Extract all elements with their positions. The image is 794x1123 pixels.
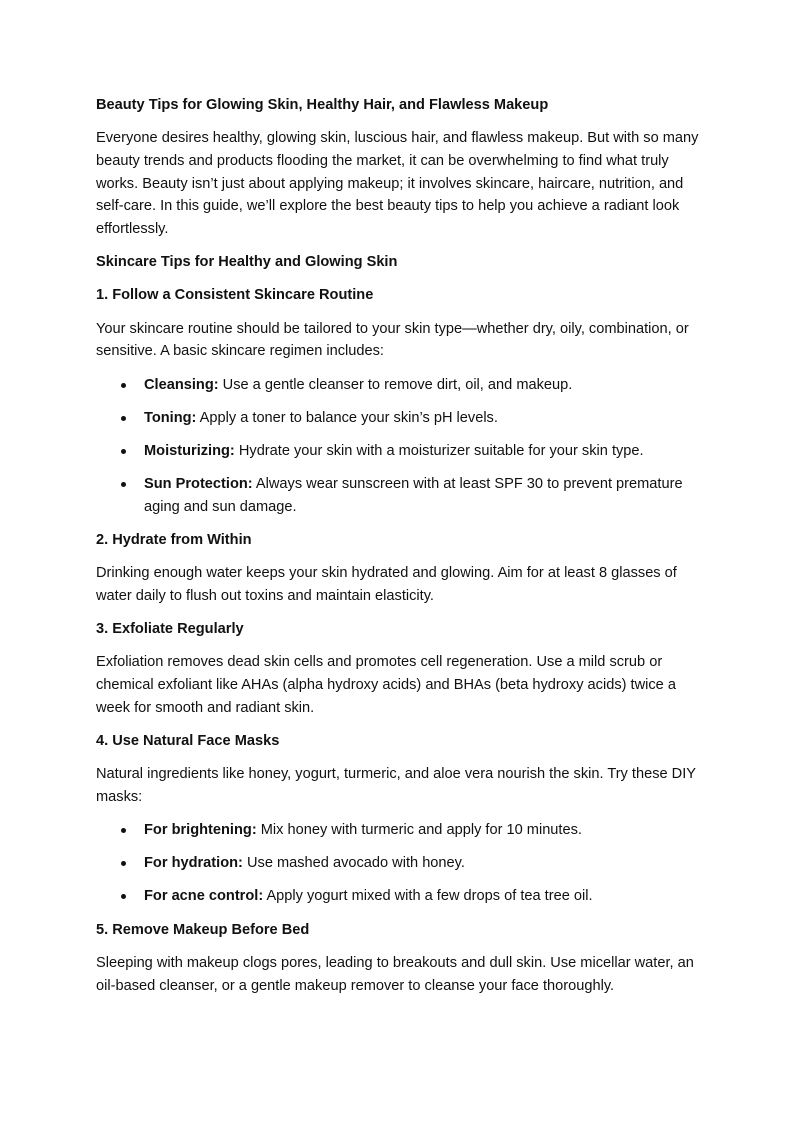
bullet-text: Always wear sunscreen with at least SPF 30 to prevent premature aging and sun damage. — [144, 476, 683, 515]
bullet-text: Mix honey with turmeric and apply for 10 minutes. — [256, 822, 582, 839]
bullet-text: Apply yogurt mixed with a few drops of tea tree oil. — [263, 888, 593, 905]
subsection-heading-5: 5. Remove Makeup Before Bed — [96, 921, 310, 938]
document-title: Beauty Tips for Glowing Skin, Healthy Hair, and Flawless Makeup — [96, 97, 549, 113]
bullet-term: Moisturizing: — [144, 442, 235, 459]
bullet-term: Toning: — [144, 409, 197, 426]
bullet-text: Use mashed avocado with honey. — [242, 855, 465, 872]
bullet-term: For brightening: — [144, 822, 257, 839]
list-item — [96, 473, 706, 518]
bullet-term: Cleansing: — [144, 376, 219, 393]
subsection-heading-4: 4. Use Natural Face Masks — [96, 732, 280, 749]
bullet-term: For hydration: — [144, 855, 243, 872]
list-item — [96, 440, 706, 463]
bullet-term: For acne control: — [144, 888, 264, 905]
subsection-heading-3: 3. Exfoliate Regularly — [96, 621, 244, 638]
subsection-body-2: Drinking enough water keeps your skin hydrated and glowing. Aim for at least 8 glasses of water daily to flush out toxins and maintain elasticity. — [96, 565, 677, 604]
bullet-text: Apply a toner to balance your skin’s pH levels. — [196, 409, 498, 426]
list-item — [96, 852, 706, 875]
subsection-body-5: Sleeping with makeup clogs pores, leading to breakouts and dull skin. Use micellar water, an oil-based cleanser, or a gentle makeup remover to cleanse your face thoroughly. — [96, 954, 694, 994]
section-heading: Skincare Tips for Healthy and Glowing Skin — [96, 254, 398, 271]
bullet-term: Sun Protection: — [144, 476, 253, 493]
list-item — [96, 885, 706, 908]
document-page — [96, 94, 706, 1008]
bullet-text: Hydrate your skin with a moisturizer suitable for your skin type. — [234, 442, 644, 459]
face-mask-list — [96, 819, 706, 908]
bullet-text: Use a gentle cleanser to remove dirt, oil, and makeup. — [218, 376, 573, 393]
subsection-body-1: Your skincare routine should be tailored to your skin type—whether dry, oily, combination, or sensitive. A basic skincare regimen includes: — [96, 320, 689, 360]
subsection-heading-2: 2. Hydrate from Within — [96, 532, 252, 549]
subsection-heading-1: 1. Follow a Consistent Skincare Routine — [96, 287, 374, 304]
subsection-body-3: Exfoliation removes dead skin cells and promotes cell regeneration. Use a mild scrub or chemical exfoliant like AHAs (alpha hydroxy acids) and BHAs (beta hydroxy acids) twice a week for smooth and radiant skin. — [96, 654, 676, 716]
list-item — [96, 374, 706, 397]
skincare-routine-list — [96, 374, 706, 519]
list-item — [96, 819, 706, 842]
intro-paragraph: Everyone desires healthy, glowing skin, luscious hair, and flawless makeup. But with so many beauty trends and products flooding the market, it can be overwhelming to find what truly works. Beauty isn’t just about applying makeup; it involves skincare, haircare, nutrition, and self-care. In this guide, we’ll explore the best beauty tips to help you achieve a radiant look effortlessly. — [96, 130, 699, 238]
list-item — [96, 407, 706, 430]
subsection-body-4: Natural ingredients like honey, yogurt, turmeric, and aloe vera nourish the skin. Try these DIY masks: — [96, 766, 696, 805]
